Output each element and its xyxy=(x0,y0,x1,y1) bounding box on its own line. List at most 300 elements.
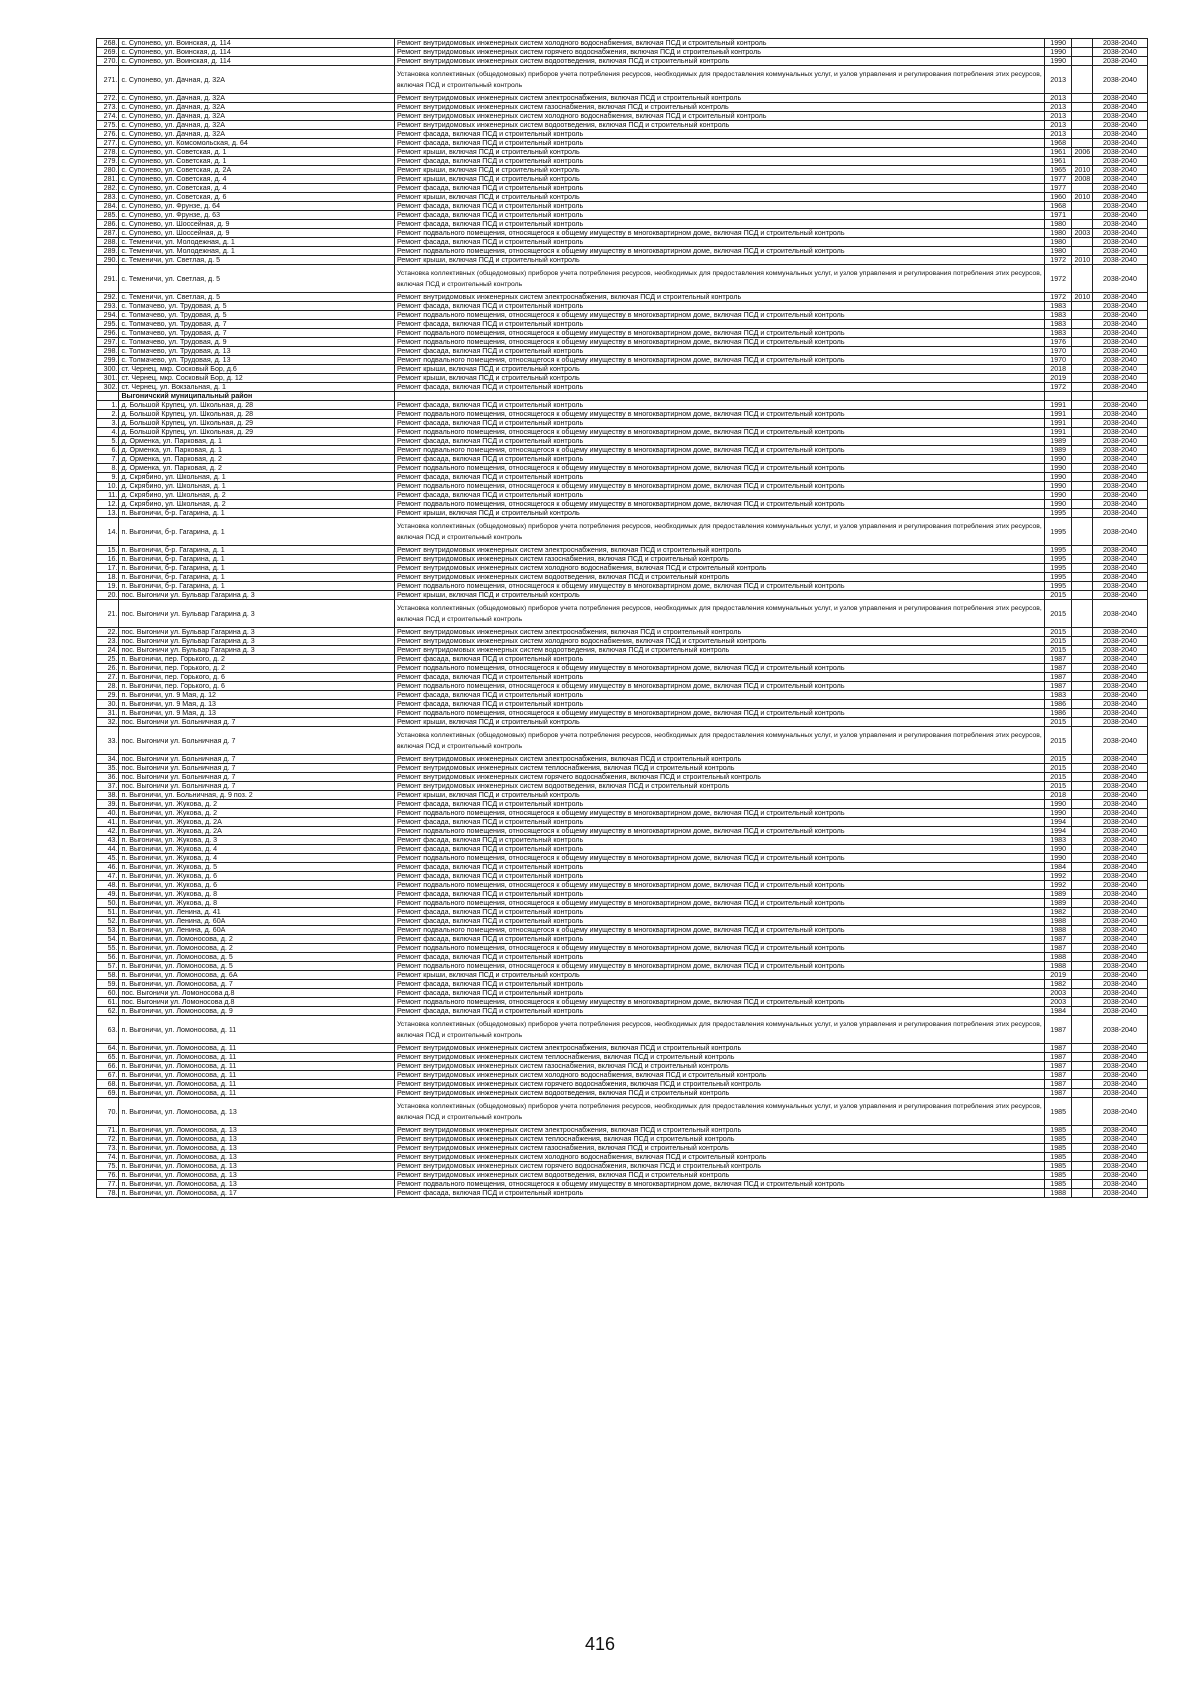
row-number: 277. xyxy=(97,139,119,148)
row-address: с. Супонево, ул. Советская, д. 1 xyxy=(119,157,395,166)
row-work-type: Ремонт внутридомовых инженерных систем газоснабжения, включая ПСД и строительный контроль xyxy=(394,103,1044,112)
row-last-repair-year xyxy=(1072,935,1092,944)
row-planned-period: 2038-2040 xyxy=(1092,755,1147,764)
row-address: с. Супонево, ул. Воинская, д. 114 xyxy=(119,39,395,48)
row-build-year: 1970 xyxy=(1044,356,1072,365)
row-number: 76. xyxy=(97,1171,119,1180)
row-number: 17. xyxy=(97,564,119,573)
row-build-year: 1991 xyxy=(1044,428,1072,437)
row-planned-period: 2038-2040 xyxy=(1092,908,1147,917)
row-work-type: Ремонт фасада, включая ПСД и строительный контроль xyxy=(394,700,1044,709)
row-planned-period: 2038-2040 xyxy=(1092,845,1147,854)
row-address: п. Выгоничи, ул. Жукова, д. 3 xyxy=(119,836,395,845)
row-address: п. Выгоничи, ул. Жукова, д. 2А xyxy=(119,818,395,827)
table-row xyxy=(97,1162,1148,1171)
row-build-year: 1970 xyxy=(1044,347,1072,356)
row-work-type: Ремонт внутридомовых инженерных систем электроснабжения, включая ПСД и строительный контроль xyxy=(394,1126,1044,1135)
table-row xyxy=(97,908,1148,917)
row-number: 7. xyxy=(97,455,119,464)
row-build-year: 1982 xyxy=(1044,908,1072,917)
row-build-year: 1985 xyxy=(1044,1162,1072,1171)
row-build-year: 1995 xyxy=(1044,509,1072,518)
row-planned-period: 2038-2040 xyxy=(1092,1126,1147,1135)
row-last-repair-year xyxy=(1072,917,1092,926)
row-work-type: Ремонт фасада, включая ПСД и строительный контроль xyxy=(394,157,1044,166)
row-address: п. Выгоничи, ул. Ломоносова, д. 13 xyxy=(119,1162,395,1171)
row-work-type: Ремонт фасада, включая ПСД и строительный контроль xyxy=(394,130,1044,139)
table-row xyxy=(97,302,1148,311)
row-work-type: Ремонт подвального помещения, относящегося к общему имуществу в многоквартирном доме, включая ПСД и строительный контроль xyxy=(394,998,1044,1007)
row-work-type: Ремонт крыши, включая ПСД и строительный контроль xyxy=(394,365,1044,374)
row-number: 15. xyxy=(97,546,119,555)
row-build-year: 1990 xyxy=(1044,854,1072,863)
row-planned-period: 2038-2040 xyxy=(1092,130,1147,139)
table-row xyxy=(97,845,1148,854)
row-work-type: Ремонт фасада, включая ПСД и строительный контроль xyxy=(394,383,1044,392)
row-last-repair-year xyxy=(1072,691,1092,700)
row-planned-period: 2038-2040 xyxy=(1092,582,1147,591)
row-address: п. Выгоничи, пер. Горького, д. 2 xyxy=(119,655,395,664)
row-planned-period: 2038-2040 xyxy=(1092,148,1147,157)
row-last-repair-year xyxy=(1072,491,1092,500)
table-row xyxy=(97,881,1148,890)
row-address: д. Скрябино, ул. Школьная, д. 1 xyxy=(119,473,395,482)
row-number: 60. xyxy=(97,989,119,998)
row-address: с. Толмачево, ул. Трудовая, д. 13 xyxy=(119,356,395,365)
table-row xyxy=(97,57,1148,66)
row-address: п. Выгоничи, ул. Жукова, д. 6 xyxy=(119,881,395,890)
row-planned-period: 2038-2040 xyxy=(1092,329,1147,338)
row-work-type: Ремонт подвального помещения, относящегося к общему имуществу в многоквартирном доме, включая ПСД и строительный контроль xyxy=(394,311,1044,320)
row-build-year: 1988 xyxy=(1044,953,1072,962)
row-address: п. Выгоничи, ул. Жукова, д. 4 xyxy=(119,854,395,863)
row-build-year: 1971 xyxy=(1044,211,1072,220)
row-address: п. Выгоничи, ул. Ломоносова, д. 11 xyxy=(119,1016,395,1044)
row-number: 52. xyxy=(97,917,119,926)
row-last-repair-year xyxy=(1072,800,1092,809)
row-last-repair-year xyxy=(1072,764,1092,773)
row-number: 20. xyxy=(97,591,119,600)
row-last-repair-year xyxy=(1072,573,1092,582)
table-row xyxy=(97,863,1148,872)
row-build-year: 1987 xyxy=(1044,1016,1072,1044)
row-last-repair-year: 2010 xyxy=(1072,256,1092,265)
row-work-type: Ремонт фасада, включая ПСД и строительный контроль xyxy=(394,202,1044,211)
row-planned-period: 2038-2040 xyxy=(1092,953,1147,962)
section-cell-num xyxy=(97,392,119,401)
table-row xyxy=(97,193,1148,202)
row-last-repair-year xyxy=(1072,1007,1092,1016)
row-last-repair-year xyxy=(1072,464,1092,473)
row-build-year: 2015 xyxy=(1044,718,1072,727)
row-build-year: 1988 xyxy=(1044,1189,1072,1198)
row-planned-period: 2038-2040 xyxy=(1092,473,1147,482)
table-row xyxy=(97,727,1148,755)
row-address: с. Теменичи, ул. Молодежная, д. 1 xyxy=(119,238,395,247)
row-build-year: 1961 xyxy=(1044,157,1072,166)
row-planned-period: 2038-2040 xyxy=(1092,1171,1147,1180)
row-last-repair-year xyxy=(1072,94,1092,103)
row-work-type: Ремонт подвального помещения, относящегося к общему имуществу в многоквартирном доме, включая ПСД и строительный контроль xyxy=(394,410,1044,419)
row-number: 61. xyxy=(97,998,119,1007)
row-work-type: Ремонт фасада, включая ПСД и строительный контроль xyxy=(394,908,1044,917)
table-row xyxy=(97,646,1148,655)
row-work-type: Ремонт внутридомовых инженерных систем теплоснабжения, включая ПСД и строительный контроль xyxy=(394,1053,1044,1062)
row-planned-period: 2038-2040 xyxy=(1092,962,1147,971)
row-last-repair-year xyxy=(1072,773,1092,782)
table-row xyxy=(97,1171,1148,1180)
row-address: п. Выгоничи, ул. Ломоносова, д. 9 xyxy=(119,1007,395,1016)
table-row xyxy=(97,1189,1148,1198)
row-work-type: Ремонт внутридомовых инженерных систем электроснабжения, включая ПСД и строительный контроль xyxy=(394,94,1044,103)
row-work-type: Ремонт крыши, включая ПСД и строительный контроль xyxy=(394,971,1044,980)
table-row xyxy=(97,401,1148,410)
row-build-year: 1995 xyxy=(1044,573,1072,582)
row-last-repair-year xyxy=(1072,356,1092,365)
table-row xyxy=(97,437,1148,446)
row-number: 22. xyxy=(97,628,119,637)
row-number: 37. xyxy=(97,782,119,791)
row-planned-period: 2038-2040 xyxy=(1092,1153,1147,1162)
row-address: с. Супонево, ул. Воинская, д. 114 xyxy=(119,57,395,66)
row-number: 73. xyxy=(97,1144,119,1153)
row-address: п. Выгоничи, ул. Жукова, д. 8 xyxy=(119,899,395,908)
row-work-type: Ремонт подвального помещения, относящегося к общему имуществу в многоквартирном доме, включая ПСД и строительный контроль xyxy=(394,881,1044,890)
table-row xyxy=(97,202,1148,211)
row-address: п. Выгоничи, ул. Жукова, д. 2 xyxy=(119,800,395,809)
row-last-repair-year xyxy=(1072,57,1092,66)
table-row xyxy=(97,1007,1148,1016)
row-build-year: 2013 xyxy=(1044,130,1072,139)
table-row xyxy=(97,338,1148,347)
table-row xyxy=(97,1089,1148,1098)
table-row xyxy=(97,962,1148,971)
row-build-year: 1990 xyxy=(1044,57,1072,66)
row-address: п. Выгоничи, ул. Ломоносова, д. 5 xyxy=(119,953,395,962)
row-number: 39. xyxy=(97,800,119,809)
row-number: 66. xyxy=(97,1062,119,1071)
table-row xyxy=(97,1098,1148,1126)
row-last-repair-year: 2003 xyxy=(1072,229,1092,238)
row-address: п. Выгоничи, б-р. Гагарина, д. 1 xyxy=(119,518,395,546)
row-number: 48. xyxy=(97,881,119,890)
row-build-year: 1983 xyxy=(1044,311,1072,320)
row-planned-period: 2038-2040 xyxy=(1092,836,1147,845)
row-build-year: 1991 xyxy=(1044,410,1072,419)
row-work-type: Ремонт крыши, включая ПСД и строительный контроль xyxy=(394,256,1044,265)
row-last-repair-year xyxy=(1072,755,1092,764)
row-last-repair-year xyxy=(1072,121,1092,130)
row-planned-period: 2038-2040 xyxy=(1092,374,1147,383)
table-row xyxy=(97,482,1148,491)
row-work-type: Установка коллективных (общедомовых) приборов учета потребления ресурсов, необходимых для предоставления коммунальных услуг, и узлов управления и регулирования потребления этих ресурсов, включая ПСД и строительный контроль xyxy=(394,727,1044,755)
section-cell-year xyxy=(1044,392,1072,401)
row-build-year: 1995 xyxy=(1044,582,1072,591)
table-row xyxy=(97,383,1148,392)
row-planned-period: 2038-2040 xyxy=(1092,727,1147,755)
table-row xyxy=(97,600,1148,628)
row-number: 27. xyxy=(97,673,119,682)
table-row xyxy=(97,1053,1148,1062)
table-row xyxy=(97,673,1148,682)
table-row xyxy=(97,1135,1148,1144)
row-work-type: Ремонт подвального помещения, относящегося к общему имуществу в многоквартирном доме, включая ПСД и строительный контроль xyxy=(394,709,1044,718)
row-build-year: 1960 xyxy=(1044,193,1072,202)
row-build-year: 1990 xyxy=(1044,482,1072,491)
row-build-year: 1988 xyxy=(1044,926,1072,935)
row-address: п. Выгоничи, ул. Ломоносова, д. 11 xyxy=(119,1062,395,1071)
row-planned-period: 2038-2040 xyxy=(1092,791,1147,800)
row-planned-period: 2038-2040 xyxy=(1092,311,1147,320)
row-number: 75. xyxy=(97,1162,119,1171)
row-work-type: Ремонт внутридомовых инженерных систем электроснабжения, включая ПСД и строительный контроль xyxy=(394,628,1044,637)
table-row xyxy=(97,157,1148,166)
table-row xyxy=(97,112,1148,121)
row-address: п. Выгоничи, б-р. Гагарина, д. 1 xyxy=(119,564,395,573)
row-planned-period: 2038-2040 xyxy=(1092,673,1147,682)
table-row xyxy=(97,682,1148,691)
row-address: п. Выгоничи, ул. Ломоносова, д. 13 xyxy=(119,1180,395,1189)
row-build-year: 1995 xyxy=(1044,546,1072,555)
row-planned-period: 2038-2040 xyxy=(1092,518,1147,546)
row-address: д. Большой Крупец, ул. Школьная, д. 29 xyxy=(119,419,395,428)
table-row xyxy=(97,664,1148,673)
row-address: с. Супонево, ул. Шоссейная, д. 9 xyxy=(119,229,395,238)
row-last-repair-year xyxy=(1072,428,1092,437)
row-address: с. Супонево, ул. Воинская, д. 114 xyxy=(119,48,395,57)
row-work-type: Ремонт внутридомовых инженерных систем горячего водоснабжения, включая ПСД и строительный контроль xyxy=(394,1162,1044,1171)
row-work-type: Ремонт крыши, включая ПСД и строительный контроль xyxy=(394,718,1044,727)
row-number: 30. xyxy=(97,700,119,709)
row-planned-period: 2038-2040 xyxy=(1092,193,1147,202)
row-last-repair-year xyxy=(1072,953,1092,962)
table-row xyxy=(97,944,1148,953)
row-planned-period: 2038-2040 xyxy=(1092,256,1147,265)
row-build-year: 1991 xyxy=(1044,401,1072,410)
row-address: с. Супонево, ул. Шоссейная, д. 9 xyxy=(119,220,395,229)
table-row xyxy=(97,1016,1148,1044)
row-number: 274. xyxy=(97,112,119,121)
row-address: с. Супонево, ул. Дачная, д. 32А xyxy=(119,94,395,103)
table-row xyxy=(97,256,1148,265)
row-build-year: 2015 xyxy=(1044,727,1072,755)
table-row xyxy=(97,329,1148,338)
row-work-type: Ремонт подвального помещения, относящегося к общему имуществу в многоквартирном доме, включая ПСД и строительный контроль xyxy=(394,247,1044,256)
row-planned-period: 2038-2040 xyxy=(1092,881,1147,890)
row-planned-period: 2038-2040 xyxy=(1092,302,1147,311)
row-address: пос. Выгоничи ул. Ломоносова д.8 xyxy=(119,998,395,1007)
row-work-type: Ремонт фасада, включая ПСД и строительный контроль xyxy=(394,455,1044,464)
row-planned-period: 2038-2040 xyxy=(1092,899,1147,908)
row-number: 295. xyxy=(97,320,119,329)
row-planned-period: 2038-2040 xyxy=(1092,980,1147,989)
row-build-year: 1992 xyxy=(1044,881,1072,890)
row-last-repair-year xyxy=(1072,419,1092,428)
row-number: 292. xyxy=(97,293,119,302)
row-number: 8. xyxy=(97,464,119,473)
row-build-year: 1988 xyxy=(1044,917,1072,926)
row-work-type: Ремонт внутридомовых инженерных систем электроснабжения, включая ПСД и строительный контроль xyxy=(394,755,1044,764)
row-planned-period: 2038-2040 xyxy=(1092,764,1147,773)
row-last-repair-year xyxy=(1072,962,1092,971)
row-work-type: Ремонт фасада, включая ПСД и строительный контроль xyxy=(394,673,1044,682)
row-planned-period: 2038-2040 xyxy=(1092,500,1147,509)
table-row xyxy=(97,66,1148,94)
row-work-type: Ремонт внутридомовых инженерных систем электроснабжения, включая ПСД и строительный контроль xyxy=(394,1044,1044,1053)
row-address: с. Супонево, ул. Комсомольская, д. 64 xyxy=(119,139,395,148)
row-address: п. Выгоничи, ул. Ломоносова, д. 13 xyxy=(119,1135,395,1144)
row-last-repair-year xyxy=(1072,1144,1092,1153)
row-last-repair-year xyxy=(1072,220,1092,229)
row-number: 55. xyxy=(97,944,119,953)
row-number: 24. xyxy=(97,646,119,655)
row-address: пос. Выгоничи ул. Бульвар Гагарина д. 3 xyxy=(119,591,395,600)
row-work-type: Ремонт внутридомовых инженерных систем электроснабжения, включая ПСД и строительный контроль xyxy=(394,293,1044,302)
row-last-repair-year xyxy=(1072,482,1092,491)
table-row xyxy=(97,926,1148,935)
row-work-type: Ремонт фасада, включая ПСД и строительный контроль xyxy=(394,401,1044,410)
row-number: 18. xyxy=(97,573,119,582)
row-planned-period: 2038-2040 xyxy=(1092,157,1147,166)
row-build-year: 1985 xyxy=(1044,1135,1072,1144)
row-build-year: 1987 xyxy=(1044,1062,1072,1071)
row-last-repair-year xyxy=(1072,555,1092,564)
row-planned-period: 2038-2040 xyxy=(1092,202,1147,211)
row-number: 58. xyxy=(97,971,119,980)
row-planned-period: 2038-2040 xyxy=(1092,646,1147,655)
row-address: п. Выгоничи, ул. Ленина, д. 41 xyxy=(119,908,395,917)
row-planned-period: 2038-2040 xyxy=(1092,682,1147,691)
row-address: д. Скрябино, ул. Школьная, д. 2 xyxy=(119,500,395,509)
row-number: 21. xyxy=(97,600,119,628)
row-last-repair-year xyxy=(1072,112,1092,121)
row-build-year: 1989 xyxy=(1044,899,1072,908)
table-row xyxy=(97,1180,1148,1189)
row-work-type: Ремонт подвального помещения, относящегося к общему имуществу в многоквартирном доме, включая ПСД и строительный контроль xyxy=(394,962,1044,971)
row-planned-period: 2038-2040 xyxy=(1092,700,1147,709)
row-number: 28. xyxy=(97,682,119,691)
row-number: 14. xyxy=(97,518,119,546)
row-last-repair-year xyxy=(1072,664,1092,673)
row-address: п. Выгоничи, ул. Ломоносова, д. 2 xyxy=(119,944,395,953)
row-last-repair-year xyxy=(1072,944,1092,953)
row-number: 279. xyxy=(97,157,119,166)
row-build-year: 1972 xyxy=(1044,383,1072,392)
row-build-year: 1986 xyxy=(1044,700,1072,709)
row-last-repair-year xyxy=(1072,401,1092,410)
row-build-year: 1987 xyxy=(1044,1089,1072,1098)
row-address: с. Супонево, ул. Советская, д. 4 xyxy=(119,175,395,184)
row-address: п. Выгоничи, ул. 9 Мая, д. 13 xyxy=(119,709,395,718)
row-address: с. Супонево, ул. Дачная, д. 32А xyxy=(119,103,395,112)
row-address: ст. Чернец, мкр. Сосковый Бор, д. 12 xyxy=(119,374,395,383)
table-row xyxy=(97,148,1148,157)
row-planned-period: 2038-2040 xyxy=(1092,628,1147,637)
row-planned-period: 2038-2040 xyxy=(1092,917,1147,926)
row-build-year: 2015 xyxy=(1044,773,1072,782)
row-planned-period: 2038-2040 xyxy=(1092,854,1147,863)
section-cell-work xyxy=(394,392,1044,401)
row-planned-period: 2038-2040 xyxy=(1092,818,1147,827)
row-planned-period: 2038-2040 xyxy=(1092,347,1147,356)
row-planned-period: 2038-2040 xyxy=(1092,184,1147,193)
row-build-year: 2013 xyxy=(1044,121,1072,130)
row-build-year: 1984 xyxy=(1044,863,1072,872)
row-number: 282. xyxy=(97,184,119,193)
row-planned-period: 2038-2040 xyxy=(1092,401,1147,410)
row-work-type: Ремонт внутридомовых инженерных систем холодного водоснабжения, включая ПСД и строительный контроль xyxy=(394,1071,1044,1080)
row-planned-period: 2038-2040 xyxy=(1092,872,1147,881)
row-address: с. Супонево, ул. Дачная, д. 32А xyxy=(119,121,395,130)
row-work-type: Установка коллективных (общедомовых) приборов учета потребления ресурсов, необходимых для предоставления коммунальных услуг, и узлов управления и регулирования потребления этих ресурсов, включая ПСД и строительный контроль xyxy=(394,265,1044,293)
row-planned-period: 2038-2040 xyxy=(1092,175,1147,184)
row-number: 69. xyxy=(97,1089,119,1098)
row-number: 288. xyxy=(97,238,119,247)
row-work-type: Ремонт подвального помещения, относящегося к общему имуществу в многоквартирном доме, включая ПСД и строительный контроль xyxy=(394,926,1044,935)
row-number: 299. xyxy=(97,356,119,365)
row-build-year: 1987 xyxy=(1044,944,1072,953)
row-planned-period: 2038-2040 xyxy=(1092,320,1147,329)
row-last-repair-year xyxy=(1072,157,1092,166)
row-last-repair-year xyxy=(1072,655,1092,664)
row-last-repair-year xyxy=(1072,329,1092,338)
row-last-repair-year xyxy=(1072,1044,1092,1053)
row-last-repair-year xyxy=(1072,827,1092,836)
capital-repair-table xyxy=(96,38,1148,1198)
row-planned-period: 2038-2040 xyxy=(1092,863,1147,872)
table-row xyxy=(97,446,1148,455)
row-work-type: Ремонт подвального помещения, относящегося к общему имуществу в многоквартирном доме, включая ПСД и строительный контроль xyxy=(394,338,1044,347)
row-build-year: 2018 xyxy=(1044,365,1072,374)
row-planned-period: 2038-2040 xyxy=(1092,998,1147,1007)
row-build-year: 1985 xyxy=(1044,1153,1072,1162)
row-address: п. Выгоничи, ул. Ломоносова, д. 13 xyxy=(119,1126,395,1135)
row-address: с. Теменичи, ул. Светлая, д. 5 xyxy=(119,293,395,302)
row-address: п. Выгоничи, ул. Жукова, д. 4 xyxy=(119,845,395,854)
row-number: 41. xyxy=(97,818,119,827)
page-number: 416 xyxy=(584,1634,616,1654)
row-planned-period: 2038-2040 xyxy=(1092,1189,1147,1198)
row-address: с. Толмачево, ул. Трудовая, д. 7 xyxy=(119,329,395,338)
row-build-year: 1990 xyxy=(1044,491,1072,500)
row-planned-period: 2038-2040 xyxy=(1092,691,1147,700)
row-address: с. Супонево, ул. Дачная, д. 32А xyxy=(119,66,395,94)
row-planned-period: 2038-2040 xyxy=(1092,1007,1147,1016)
row-address: д. Большой Крупец, ул. Школьная, д. 29 xyxy=(119,428,395,437)
row-address: пос. Выгоничи ул. Бульвар Гагарина д. 3 xyxy=(119,637,395,646)
table-row xyxy=(97,103,1148,112)
row-planned-period: 2038-2040 xyxy=(1092,546,1147,555)
table-section-header xyxy=(97,392,1148,401)
row-address: п. Выгоничи, б-р. Гагарина, д. 1 xyxy=(119,546,395,555)
row-work-type: Ремонт внутридомовых инженерных систем газоснабжения, включая ПСД и строительный контроль xyxy=(394,1062,1044,1071)
row-build-year: 1983 xyxy=(1044,691,1072,700)
row-address: п. Выгоничи, пер. Горького, д. 2 xyxy=(119,664,395,673)
row-number: 42. xyxy=(97,827,119,836)
row-number: 300. xyxy=(97,365,119,374)
row-last-repair-year xyxy=(1072,265,1092,293)
row-address: п. Выгоничи, ул. Ломоносова, д. 11 xyxy=(119,1053,395,1062)
row-last-repair-year: 2006 xyxy=(1072,148,1092,157)
row-last-repair-year xyxy=(1072,347,1092,356)
row-last-repair-year: 2008 xyxy=(1072,175,1092,184)
row-work-type: Ремонт фасада, включая ПСД и строительный контроль xyxy=(394,890,1044,899)
row-last-repair-year xyxy=(1072,39,1092,48)
row-build-year: 1972 xyxy=(1044,256,1072,265)
table-row xyxy=(97,764,1148,773)
row-number: 6. xyxy=(97,446,119,455)
row-work-type: Ремонт внутридомовых инженерных систем водоотведения, включая ПСД и строительный контроль xyxy=(394,646,1044,655)
